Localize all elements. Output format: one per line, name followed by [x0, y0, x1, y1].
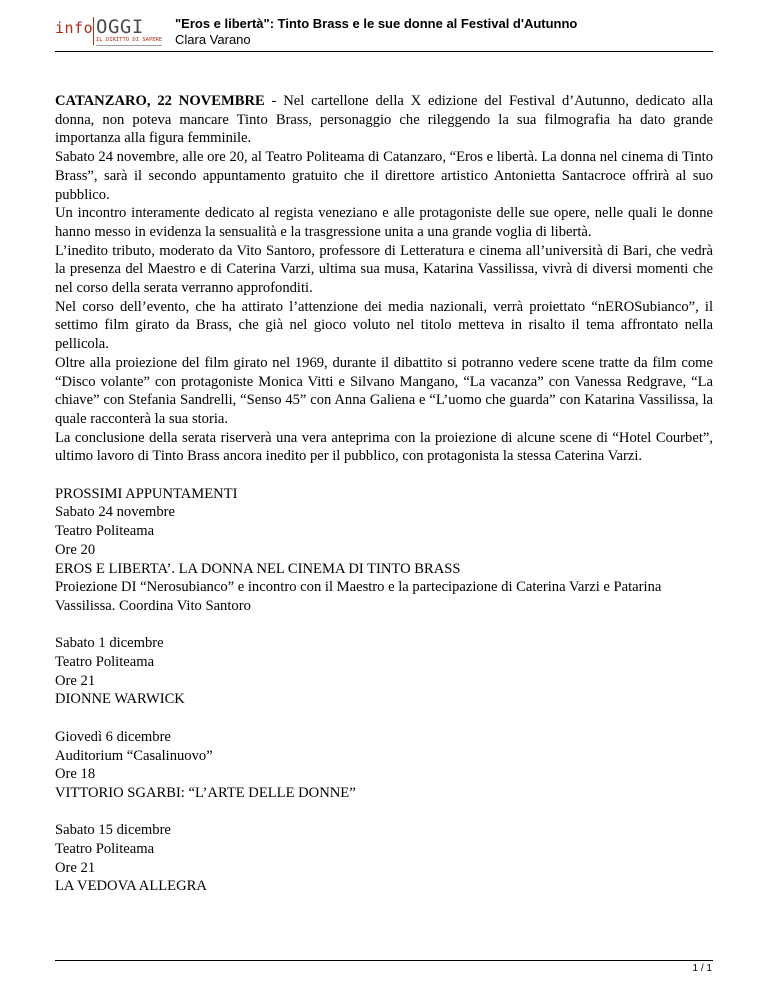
schedule-event: [55, 503, 713, 615]
site-logo[interactable]: [55, 17, 167, 51]
page-header: [0, 0, 768, 52]
event-venue: Teatro Politeama: [55, 654, 155, 671]
article-dateline: CATANZARO, 22 NOVEMBRE: [55, 93, 265, 109]
logo-oggi-text: OGGI: [96, 16, 144, 38]
logo-info-text: info: [55, 19, 94, 37]
event-date: Sabato 1 dicembre: [55, 635, 164, 652]
article-paragraph: Un incontro interamente dedicato al regista veneziano e alle protagoniste delle sue opere, nelle quali le donne hanno messo in evidenza la sensualità e la trasgressione unita a una grande voglia di libertà.: [55, 205, 713, 240]
event-date: Sabato 15 dicembre: [55, 822, 171, 839]
article-paragraph: [55, 92, 713, 148]
event-description: Proiezione DI “Nerosubianco” e incontro con il Maestro e la partecipazione di Caterina Varzi e Patarina Vassilissa. Coordina Vito Santoro: [55, 579, 662, 614]
logo-divider: [93, 17, 94, 45]
event-venue: Teatro Politeama: [55, 523, 155, 540]
article-lead-text: - Nel cartellone della X edizione del Festival d’Autunno, dedicato alla donna, non poteva mancare Tinto Brass, personaggio che rileggendo la sua filmografia ha dato grande importanza alla figura femminile.: [55, 93, 714, 147]
event-date: Sabato 24 novembre: [55, 504, 175, 521]
article-paragraph: La conclusione della serata riserverà una vera anteprima con la proiezione di alcune scene di “Hotel Courbet”, ultimo lavoro di Tinto Brass ancora inedito per il pubblico, con protagonista la stessa Caterina Varzi.: [55, 429, 713, 465]
logo-underline: [96, 45, 162, 46]
event-title: LA VEDOVA ALLEGRA: [55, 878, 207, 895]
article-paragraph: Oltre alla proiezione del film girato nel 1969, durante il dibattito si potranno vedere scene tratte da film come “Disco volante” con protagoniste Monica Vitti e Silvano Mangano, “La vacanza” con Vanessa Redgrave, “La chiave” con Stefania Sandrelli, “Senso 45” con Anna Galiena e “L’uomo che guarda” con Katarina Vassilissa, la quale racconterà la sua storia.: [55, 354, 713, 427]
spacer: [55, 709, 713, 728]
event-venue: Auditorium “Casalinuovo”: [55, 747, 213, 764]
event-time: Ore 20: [55, 541, 96, 558]
schedule-heading: PROSSIMI APPUNTAMENTI: [55, 485, 238, 502]
event-title: DIONNE WARWICK: [55, 691, 185, 708]
article-paragraph: Sabato 24 novembre, alle ore 20, al Teatro Politeama di Catanzaro, “Eros e libertà. La donna nel cinema di Tinto Brass”, sarà il secondo appuntamento gratuito che il direttore artistico Antonietta Santacroce offrirà al suo pubblico.: [55, 149, 713, 203]
schedule-event: [55, 821, 713, 896]
schedule-event: [55, 634, 713, 709]
event-time: Ore 21: [55, 672, 96, 689]
event-time: Ore 21: [55, 859, 96, 876]
document-author: Clara Varano: [175, 32, 251, 47]
spacer: [55, 803, 713, 822]
article-paragraph: L’inedito tributo, moderato da Vito Santoro, professore di Letteratura e cinema all’università di Bari, che vedrà la presenza del Maestro e di Caterina Varzi, ultima sua musa, Katarina Vassilissa, vivrà di diversi momenti che nel corso della serata verranno approfonditi.: [55, 242, 713, 297]
schedule-event: [55, 728, 713, 803]
article-paragraph: Nel corso dell’evento, che ha attirato l’attenzione dei media nazionali, verrà proiettato “nEROSubianco”, il settimo film girato da Brass, che già nel gioco voluto nel titolo metteva in risalto il tema affrontato nella pellicola.: [55, 298, 713, 353]
page-number: 1 / 1: [692, 963, 712, 974]
event-time: Ore 18: [55, 766, 96, 783]
logo-tagline: IL DIRITTO DI SAPERE: [96, 37, 163, 43]
spacer: [55, 616, 713, 635]
event-title: VITTORIO SGARBI: “L’ARTE DELLE DONNE”: [55, 784, 356, 801]
event-date: Giovedì 6 dicembre: [55, 728, 171, 745]
event-title: EROS E LIBERTA’. LA DONNA NEL CINEMA DI TINTO BRASS: [55, 560, 461, 577]
header-divider: [55, 51, 713, 52]
spacer: [55, 466, 713, 485]
article-body: [55, 92, 713, 896]
document-title: "Eros e libertà": Tinto Brass e le sue donne al Festival d'Autunno: [175, 16, 578, 31]
footer-divider: [55, 960, 713, 961]
event-venue: Teatro Politeama: [55, 841, 155, 858]
